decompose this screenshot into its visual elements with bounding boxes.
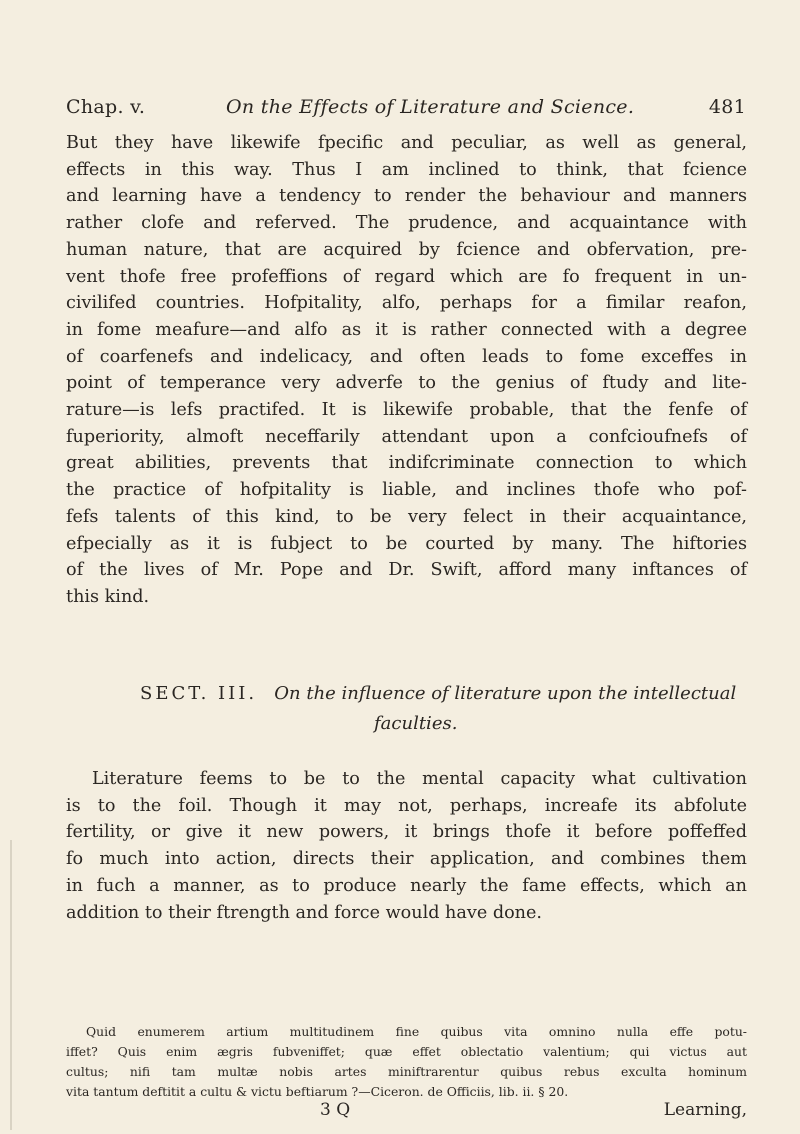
text-line: But they have likewife fpecific and peculiar, as well as general,	[66, 133, 747, 153]
text-line: of the lives of Mr. Pope and Dr. Swift, afford many inftances of	[66, 560, 747, 581]
text-line: rather clofe and referved. The prudence, and acquaintance with	[66, 213, 747, 234]
running-header	[66, 92, 746, 126]
text-line: efpecially as it is fubject to be courted by many. The hiftories	[66, 533, 747, 554]
text-line: the practice of hofpitality is liable, and inclines thofe who pof-	[66, 480, 747, 501]
footnote-line: iffet? Quis enim ægris fubveniffet; quæ effet oblectatio valentium; qui victus aut	[66, 1044, 747, 1059]
text-line: fefs talents of this kind, to be very felect in their acquaintance,	[66, 506, 747, 527]
chapter-label: Chap. v.	[66, 96, 146, 118]
text-line: addition to their ftrength and force would have done.	[66, 902, 543, 923]
text-line: in fuch a manner, as to produce nearly the fame effects, which an	[66, 875, 747, 896]
section-label: SECT. III.	[140, 683, 258, 704]
signature-mark: 3 Q	[320, 1100, 351, 1120]
footnote-line: cultus; nifi tam multæ nobis artes miniftrarentur quibus rebus exculta hominum	[66, 1064, 747, 1079]
gutter-shadow	[10, 840, 12, 1130]
catchword: Learning,	[663, 1100, 747, 1120]
running-title: On the Effects of Literature and Science.	[226, 96, 635, 118]
text-line: fertility, or give it new powers, it brings thofe it before poffeffed	[66, 822, 747, 843]
text-line: fuperiority, almoft neceffarily attendant upon a confcioufnefs of	[66, 426, 747, 447]
text-line: this kind.	[66, 586, 150, 607]
text-line: and learning have a tendency to render the behaviour and manners	[66, 186, 747, 207]
text-line: rature—is lefs practifed. It is likewife probable, that the fenfe of	[66, 400, 747, 421]
text-line: of coarfenefs and indelicacy, and often leads to fome exceffes in	[66, 346, 747, 367]
text-line: fo much into action, directs their application, and combines them	[66, 849, 747, 870]
text-line: effects in this way. Thus I am inclined to think, that fcience	[66, 159, 747, 180]
text-line: point of temperance very adverfe to the genius of ftudy and lite-	[66, 373, 747, 394]
paragraph-effects	[66, 130, 747, 611]
section-heading-line	[66, 679, 747, 709]
footnote	[66, 1022, 747, 1102]
footnote-line: vita tantum deftitit a cultu & victu beftiarum ?—Ciceron. de Officiis, lib. ii. § 20.	[66, 1084, 569, 1099]
paragraph-literature	[66, 766, 747, 926]
text-line: Literature feems to be to the mental capacity what cultivation	[92, 769, 747, 789]
text-line: is to the foil. Though it may not, perhaps, increafe its abfolute	[66, 795, 747, 816]
footnote-line: Quid enumerem artium multitudinem fine quibus vita omnino nulla effe potu-	[86, 1024, 747, 1039]
text-line: vent thofe free profeffions of regard which are fo frequent in un-	[66, 266, 747, 287]
text-line: great abilities, prevents that indifcriminate connection to which	[66, 453, 747, 474]
section-title-continued: faculties.	[374, 713, 458, 734]
section-heading	[66, 679, 747, 739]
text-line: in fome meafure—and alfo as it is rather connected with a degree	[66, 319, 747, 340]
section-title: On the influence of literature upon the intellectual	[274, 683, 737, 704]
text-line: civilifed countries. Hofpitality, alfo, perhaps for a fimilar reafon,	[66, 293, 747, 314]
page-number: 481	[708, 96, 746, 118]
text-line: human nature, that are acquired by fcience and obfervation, pre-	[66, 239, 747, 260]
